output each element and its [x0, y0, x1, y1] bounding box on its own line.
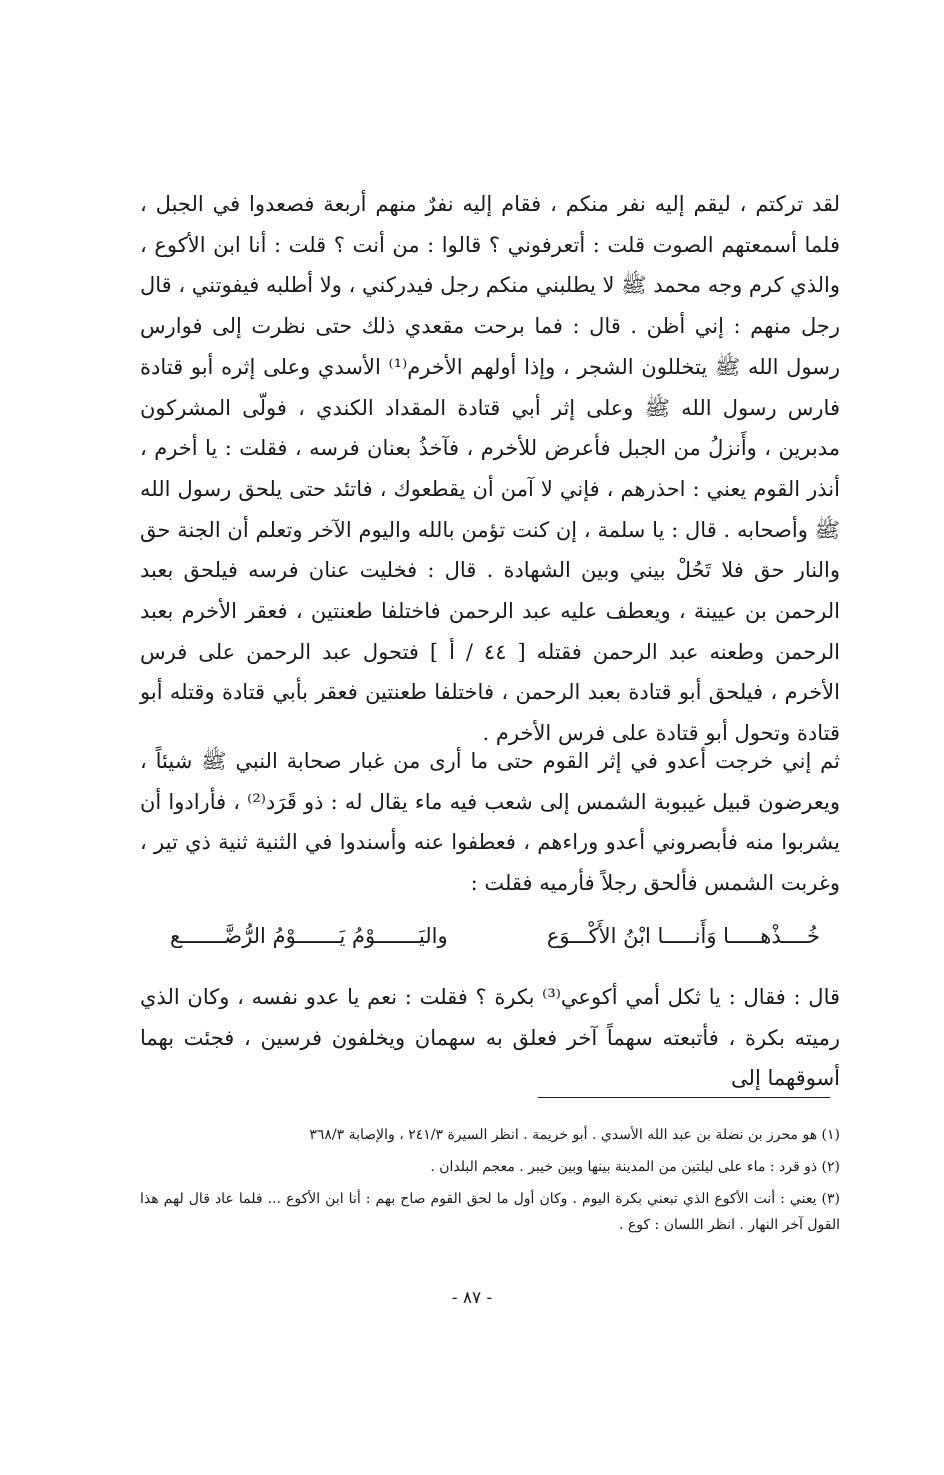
footnote-3: (٣) يعني : أنت الأكوع الذي تبعني بكرة اليوم . وكان أول ما لحق القوم صاح بهم : أنا ابن الأكوع ... فلما عاد قال لهم هذا القول آخر النهار . انظر اللسان : كوع . — [140, 1191, 840, 1233]
third-paragraph: قال : فقال : يا ثكل أمي أكوعي⁽³⁾ بكرة ؟ فقلت : نعم يا عدو نفسه ، وكان الذي رميته بكرة ، فأتبعته سهماً آخر فعلق به سهمان ويخلفون فرسين ، فجئت بهما أسوقهما إلى — [140, 985, 841, 1091]
second-paragraph: ثم إني خرجت أعدو في إثر القوم حتى ما أرى من غبار صحابة النبي ﷺ شيئاً ، ويعرضون قبيل غيبوبة الشمس إلى شعب فيه ماء يقال له : ذو قَرَد⁽²⁾ ، فأرادوا أن يشربوا منه فأبصروني أعدو وراءهم ، فعطفوا عنه وأسندوا في الثنية ثنية ذي تير ، وغربت الشمس فألحق رجلاً فأرميه فقلت : — [140, 749, 840, 896]
page-number: - ٨٧ - — [451, 1288, 493, 1308]
main-paragraph: لقد تركتم ، ليقم إليه نفر منكم ، فقام إليه نفرٌ منهم أربعة فصعدوا في الجبل ، فلما أسمعتهم الصوت قلت : أتعرفوني ؟ قالوا : من أنت ؟ قلت : أنا ابن الأكوع ، والذي كرم وجه محمد ﷺ لا يطلبني منكم رجل فيدركني ، ولا أطلبه فيفوتني ، قال رجل منهم : إني أظن . قال : فما برحت مقعدي ذلك حتى نظرت إلى فوارس رسول الله ﷺ يتخللون الشجر ، وإذا أولهم الأخرم⁽¹⁾ الأسدي وعلى إثره أبو قتادة فارس رسول الله ﷺ وعلى إثر أبي قتادة المقداد الكندي ، فولّى المشركون مدبرين ، وأَنزلُ من الجبل فأعرض للأخرم ، فآخذُ بعنان فرسه ، فقلت : يا أخرم ، أنذر القوم يعني : احذرهم ، فإني لا آمن أن يقطعوك ، فاتئد حتى يلحق رسول الله ﷺ وأصحابه . قال : يا سلمة ، إن كنت تؤمن بالله واليوم الآخر وتعلم أن الجنة حق والنار حق فلا تَحُلْ بيني وبين الشهادة . قال : فخليت عنان فرسه فيلحق بعبد الرحمن بن عيينة ، ويعطف عليه عبد الرحمن فاختلفا طعنتين ، فعقر الأخرم بعبد الرحمن وطعنه عبد الرحمن فقتله [ ٤٤ / أ ] فتحول عبد الرحمن على فرس الأخرم ، فيلحق أبو قتادة بعبد الرحمن ، فاختلفا طعنتين فعقر بأبي قتادة وقتله أبو قتادة وتحول أبو قتادة على فرس الأخرم . — [139, 192, 841, 746]
footnote-2: (٢) ذو قرد : ماء على ليلتين من المدينة بينها وبين خيبر . معجم البلدان . — [430, 1159, 840, 1175]
verse-line — [170, 918, 820, 954]
verse-left-hemistich: واليَـــــــوْمُ يَـــــــوْمُ الرُّضَّـــــــع — [170, 924, 448, 948]
footnote-1: (١) هو محرز بن نضلة بن عبد الله الأسدي . أبو خريمة . انظر السيرة ٢٤١/٣ ، والإصابة ٣٦٨/٣ — [309, 1127, 840, 1143]
footnote-divider — [538, 1097, 830, 1098]
verse-right-hemistich: خُــــذْهـــــا وَأَنـــــا ابْنُ الأَكْـــوَع — [546, 924, 820, 948]
footnotes — [140, 1122, 840, 1238]
